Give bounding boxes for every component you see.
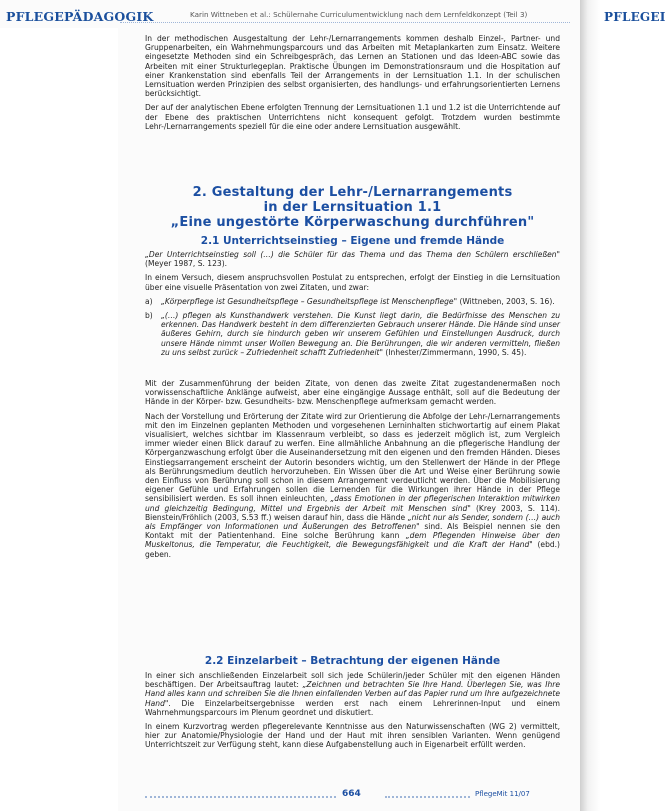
next-page-edge <box>600 0 666 811</box>
section-2-2-paragraph-1 <box>145 671 560 717</box>
item-a-quote: „Körperpflege ist Gesundheitspflege – Gesundheitspflege ist Menschenpflege" <box>161 296 458 306</box>
section-2-1-paragraph-2: Mit der Zusammenführung der beiden Zitate, von denen das zweite Zitat zugestandenermaßen noch vorwissenschaftliche Anklänge aufweist, aber eine eingängige Aussage enthält, soll auf die Bedeutung der Hände in der Körper- bzw. Gesundheits- bzw. Menschenpflege aufmerksam gemacht werden. <box>145 379 560 407</box>
section-2-title-line-3: „Eine ungestörte Körperwaschung durchführen" <box>170 215 535 230</box>
header-rule <box>120 22 570 23</box>
left-margin <box>0 28 118 811</box>
book-gutter <box>580 0 600 811</box>
section-2-title-line-2: in der Lernsituation 1.1 <box>263 200 442 215</box>
item-b-quote: „(…) pflegen als Kunsthandwerk verstehen. Die Kunst liegt darin, die Bedürfnisse des Menschen zu erkennen. Das Handwerk besteht in dem differenzierten Gebrauch unserer Hände. Die Hände sind unser äußeres Gehirn, durch sie hindurch geben wir unserem Gefühlen und Einstellungen Ausdruck, durch unsere Hände nimmt unser Wollen Bewegung an. Die Berührungen, die wir anderen vermitteln, fließen zu uns selbst zurück – Zufriedenheit schafft Zufriedenheit" <box>161 311 560 357</box>
intro-paragraph-1: In der methodischen Ausgestaltung der Lehr-/Lernarrangements kommen deshalb Einzel-, Partner- und Gruppenarbeiten, ein Wahrnehmungsparcours und das Arbeiten mit Metaplankarten zum Einsatz. Weitere eingesetzte Methoden sind ein Schreibgespräch, das Lernen an Stationen und das Ideen-ABC sowie das Arbeiten mit einer Strukturlegeplan. Praktische Übungen im Demonstrationsraum und die Hospitation auf einer Krankenstation sind ebenfalls Teil der Arrangements in der Lernsituation 1.1. In der schulischen Lernsituation werden Prinzipien des selbst organisierten, des handlungs- und erfahrungsorientierten Lernens berücksichtigt. <box>145 34 560 99</box>
section-2-2-paragraph-2: In einem Kurzvortrag werden pflegerelevante Kenntnisse aus den Naturwissenschaften (WG 2) vermittelt, hier zur Anatomie/Physiologie der Hand und der Haut mit ihren sensiblen Varianten. Wenn genügend Unterrichtszeit zur Verfügung steht, kann diese Aufgabenstellung auch in Eigenarbeit erfüllt werden. <box>145 722 560 750</box>
bienstein-quote: „nicht nur als Sender, sondern (…) auch als Empfänger von Informationen und Äußerungen des Betroffenen" <box>145 512 560 532</box>
patient-hand-quote: „dem Pflegenden Hinweise über den Muskeltonus, die Temperatur, die Feuchtigkeit, die Bewegungsfähigkeit und die Kraft der Hand" <box>145 531 560 550</box>
section-2-2-text <box>145 671 560 755</box>
section-2-1-text <box>145 250 560 564</box>
quote-item-b <box>145 311 560 357</box>
p22-text-b: . Die Einzelarbeitsergebnisse werden erst nach einem Lehrerinnen-Input und einem Wahrnehmungsparcours im Plenum geordnet und diskutiert. <box>145 698 560 717</box>
meyer-quote: „Der Unterrichtseinstieg soll (…) die Schüler für das Thema und das Thema den Schülern erschließen" <box>145 250 560 259</box>
item-b-source: (Inhester/Zimmermann, 1990, S. 45). <box>382 347 527 357</box>
item-a-label: a) <box>145 296 153 306</box>
quote-item-a <box>145 297 560 306</box>
item-b-label: b) <box>145 311 153 321</box>
section-2-2-heading: 2.2 Einzelarbeit – Betrachtung der eigenen Hände <box>204 655 501 667</box>
footer-rule-right <box>385 796 470 798</box>
intro-text <box>145 34 560 136</box>
footer-journal: PflegeMit 11/07 <box>475 790 530 798</box>
p3-text-d: (ebd.) geben. <box>145 540 561 559</box>
journal-title: PFLEGEPÄDAGOGIK <box>6 9 154 24</box>
section-2-1-paragraph-3 <box>145 412 560 559</box>
task-quote: „Zeichnen und betrachten Sie Ihre Hand. Überlegen Sie, was Ihre Hand alles kann und schreiben Sie die Ihnen einfallenden Verben auf das Papier rund um Ihre aufgezeichnete Hand" <box>145 680 560 708</box>
section-2-title-line-1: 2. Gestaltung der Lehr-/Lernarrangements <box>192 185 513 200</box>
footer-rule-left <box>145 796 360 798</box>
intro-quote-paragraph <box>145 250 560 268</box>
item-a-source: (Wittneben, 2003, S. 16). <box>457 296 555 306</box>
section-2-1-heading: 2.1 Unterrichtseinstieg – Eigene und fremde Hände <box>200 235 505 247</box>
p3-text-a: Nach der Vorstellung und Erörterung der Zitate wird zur Orientierung die Abfolge der Lehr-/Lernarrangements mit den im Einzelnen geplanten Methoden und vorgesehenen Lerninhalten stichwortartig auf einem Plakat visualisiert, welches sichtbar im Klassenraum verbleibt, so dass es jederzeit möglich ist, zum Vergleich immer wieder einen Blick darauf zu werfen. Eine allmähliche Anbahnung an die pflegerische Handlung der Körperganzwaschung erfolgt über die Auseinandersetzung mit den eigenen und den fremden Händen. Dieses Einstiegsarrangement erscheint der Autorin besonders wichtig, um den Stellenwert der Hände in der Pflege als Berührungsmedium deutlich hervorzuheben. Ein Wissen über die Art und Weise einer Berührung sowie den Einfluss von Berührung soll schon in diesem Arrangement verdeutlicht werden. Über die Mobilisierung eigener Gefühle und Erfahrungen sollen die Lernenden für die Wirkungen ihrer Hände in der Pflege sensibilisiert werden. Es soll ihnen einleuchten, <box>145 411 560 504</box>
p3-text-c: sind. Als Beispiel nennen sie den Kontakt mit der Patientenhand. Eine solche Berührung kann <box>145 522 560 541</box>
p22-text-a: In einer sich anschließenden Einzelarbeit soll sich jede Schülerin/jeder Schüler mit den eigenen Händen beschäftigen. Der Arbeitsauftrag lautet: <box>145 671 560 690</box>
page-number: 664 <box>338 789 365 799</box>
section-2-heading <box>145 185 560 230</box>
p3-text-b: (Krey 2003, S. 114). Bienstein/Fröhlich (2003, S.53 ff.) weisen darauf hin, dass die Hände <box>145 503 561 522</box>
krey-quote: „dass Emotionen in der pflegerischen Interaktion mitwirken und gleichzeitig Bedingung, Mittel und Ergebnis der Arbeit mit Menschen sind" <box>145 494 561 513</box>
meyer-source: (Meyer 1987, S. 123). <box>145 259 228 269</box>
section-2-1-paragraph-1: In einem Versuch, diesem anspruchsvollen Postulat zu entsprechen, erfolgt der Einstieg in die Lernsituation über eine visuelle Präsentation von zwei Zitaten, und zwar: <box>145 273 560 292</box>
next-page-journal-title: PFLEGEI <box>604 10 666 24</box>
running-head: Karin Wittneben et al.: Schülernahe Curriculumentwicklung nach dem Lernfeldkonzept (Teil 3) <box>190 10 528 19</box>
intro-paragraph-2: Der auf der analytischen Ebene erfolgten Trennung der Lernsituationen 1.1 und 1.2 ist die Unterrichtende auf der Ebene des praktischen Unterrichtens nicht konsequent gefolgt. Trotzdem wurden bestimmte Lehr-/Lernarrangements speziell für die eine oder andere Lernsituation ausgewählt. <box>145 103 560 131</box>
